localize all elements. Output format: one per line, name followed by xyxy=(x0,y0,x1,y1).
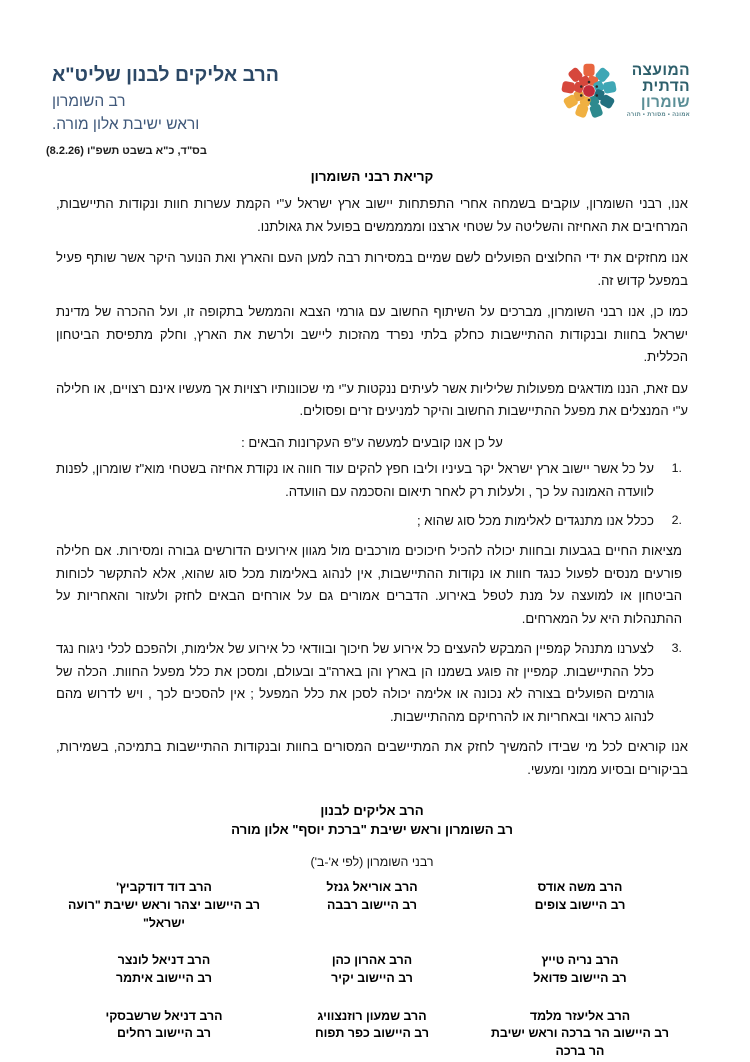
rabbi-entry xyxy=(476,1008,684,1061)
rabbi-entry xyxy=(476,879,684,932)
logo-tagline: אמונה • מסורת • תורה xyxy=(626,112,690,119)
document-body xyxy=(0,169,750,1060)
rabbi-name: הרב דניאל לונצר xyxy=(117,953,211,968)
organization-logo xyxy=(558,60,690,122)
rabbi-role: רב היישוב יקיר xyxy=(331,970,413,985)
rabbi-role: רב היישוב כפר תפוח xyxy=(315,1026,429,1041)
principle-item-2 xyxy=(56,510,654,533)
signature-name: הרב אליקים לבנון xyxy=(320,803,424,819)
rabbi-name: הרב אוריאל גנזל xyxy=(326,880,418,895)
header-rabbi-name: הרב אליקים לבנון שליט"א xyxy=(52,64,279,86)
rabbi-entry xyxy=(60,1008,268,1061)
rabbi-name: הרב אהרון כהן xyxy=(331,953,413,968)
rabbi-entry xyxy=(268,879,476,932)
principles-intro: על כן אנו קובעים למעשה ע"פ העקרונות הבאים : xyxy=(241,434,503,450)
rabbi-role: רב היישוב רבבה xyxy=(326,898,418,913)
principle-2-text: ככלל אנו מתנגדים לאלימות מכל סוג שהוא ; xyxy=(417,512,654,528)
logo-line-2: הדתית xyxy=(642,77,690,95)
principles-list-continued xyxy=(56,638,688,728)
principle-item-3 xyxy=(56,638,654,728)
rabbi-role: רב היישוב יצהר וראש ישיבת "רועה ישראל" xyxy=(67,898,261,930)
paragraph-1: אנו, רבני השומרון, עוקבים בשמחה אחרי התפתחות יישוב ארץ ישראל ע"י הקמת עשרות חוות ונקודות התיישבות, המרחיבים את האחיזה והשליטה על שטחי ארצנו וממממשים בפועל את גאולתנו. xyxy=(56,196,688,234)
paragraph-2: אנו מחזקים את ידי החלוצים הפועלים לשם שמיים במסירות רבה למען העם והארץ ואת הנוער היקר אשר שותף פעיל במפעל קדוש זה. xyxy=(56,250,688,288)
rabbi-name: הרב אליעזר מלמד xyxy=(529,1008,631,1023)
rabbi-entry xyxy=(476,952,684,987)
logo-line-1: המועצה xyxy=(631,61,690,79)
rabbi-entry xyxy=(268,1008,476,1061)
rabbi-role: רב היישוב איתמר xyxy=(115,970,213,985)
rabbi-name: הרב משה אודס xyxy=(537,880,623,895)
rabbi-role: רב היישוב פדואל xyxy=(533,970,627,985)
signature-role: רב השומרון וראש ישיבת "ברכת יוסף" אלון מורה xyxy=(231,822,513,838)
rabbi-name: הרב דוד דודקביץ' xyxy=(116,880,212,895)
rabbi-entry xyxy=(60,952,268,987)
principle-1-text: על כל אשר יישוב ארץ ישראל יקר בעיניו וליבו חפץ להקים עוד חווה או נקודת אחיזה בשטחי מוא"ז שומרון, לפנות לוועדה האמונה על כך , ולעלות רק לאחר תיאום והסכמה עם הוועדה. xyxy=(56,461,654,499)
rabbi-role: רב היישוב הר ברכה וראש ישיבת הר ברכה xyxy=(491,1026,669,1058)
rabbis-grid xyxy=(56,879,688,1060)
rabbi-name: הרב דניאל שרשבסקי xyxy=(105,1008,223,1023)
paragraph-4: עם זאת, הננו מודאגים מפעולות שליליות אשר לעיתים ננקטות ע"י מי שכוונותיו רצויות אך מעשיו אינם רצויים, או חלילה ע"י המנצלים את מפעל ההתיישבות החשוב והיקר למניעים זרים ופסולים. xyxy=(56,380,688,419)
rabbi-name: הרב נריה טייץ xyxy=(541,953,619,968)
header-role-line-2: וראש ישיבת אלון מורה. xyxy=(52,115,200,133)
paragraph-3: כמו כן, אנו רבני השומרון, מברכים על השיתוף החשוב עם גורמי הצבא והממשל בתקופה זו, ועל ההכרה של מדינת ישראל בחוות ובנקודות ההתיישבות כחלק בלתי נפרד מהזכות ליישב ולרשת את הארץ, וחלק מתפיסת הביטחון הכללית. xyxy=(56,304,688,365)
document-title: קריאת רבני השומרון xyxy=(310,169,434,185)
mandala-logo-icon xyxy=(558,60,620,122)
rabbi-entry xyxy=(60,879,268,932)
principles-list xyxy=(56,458,688,532)
header-rabbi-block xyxy=(52,58,279,136)
logo-wordmark xyxy=(627,63,690,119)
principle-2-subparagraph: מציאות החיים בגבעות ובחוות יכולה להכיל חיכוכים מורכבים מול מגוון אירועים הדורשים גבורה ומסירות. אם חלילה פורעים מנסים לפעול כנגד חוות או נקודות ההתיישבות, אין לנהוג באלימות מכל סוג שהוא, אלא להתקשר לכוחות הביטחון או למועצה על מנת לטפל באירוע. הדברים אמורים גם על אורחים הבאים לחזק ולעזור והאחריות על ההתנהלות היא על המארחים. xyxy=(56,543,682,626)
rabbi-role: רב היישוב רחלים xyxy=(116,1026,212,1041)
header-role-line-1: רב השומרון xyxy=(52,93,126,111)
principle-3-text: לצערנו מתנהל קמפיין המבקש להעצים כל אירוע של חיכוך ובוודאי כל אירוע של אלימות, ולהפכם לכלי ניגוח נגד כלל ההתיישבות. קמפיין זה פוגע בשמנו הן בארץ והן בארה"ב ובעולם, ומסכן את כלל מפעל החוות. הכלה של גורמים הפועלים בצורה לא נכונה או אלימה יכולה לסכן את כלל המפעל ; אין להסכים לכך , ויש לדרוש מהם לנהוג כראוי ובאחריות או להרחיקם מההתיישבות. xyxy=(56,641,654,724)
rabbi-name: הרב שמעון רוזנצוויג xyxy=(317,1008,427,1023)
document-header xyxy=(0,0,750,136)
closing-paragraph: אנו קוראים לכל מי שבידו להמשיך לחזק את המתיישבים המסורים בחוות ובנקודות ההתיישבות בתמיכה, בשמירות, בביקורים ובסיוע ממוני ומעשי. xyxy=(56,739,688,777)
rabbi-role: רב היישוב צופים xyxy=(534,898,626,913)
rabbi-entry xyxy=(268,952,476,987)
rabbis-list-heading: רבני השומרון (לפי א'-ב') xyxy=(310,855,434,870)
logo-line-3: שומרון xyxy=(640,93,690,111)
document-date: בס"ד, כ"א בשבט תשפ"ו (8.2.26) xyxy=(46,145,207,158)
signature-block xyxy=(56,801,688,839)
principle-item-1 xyxy=(56,458,654,503)
